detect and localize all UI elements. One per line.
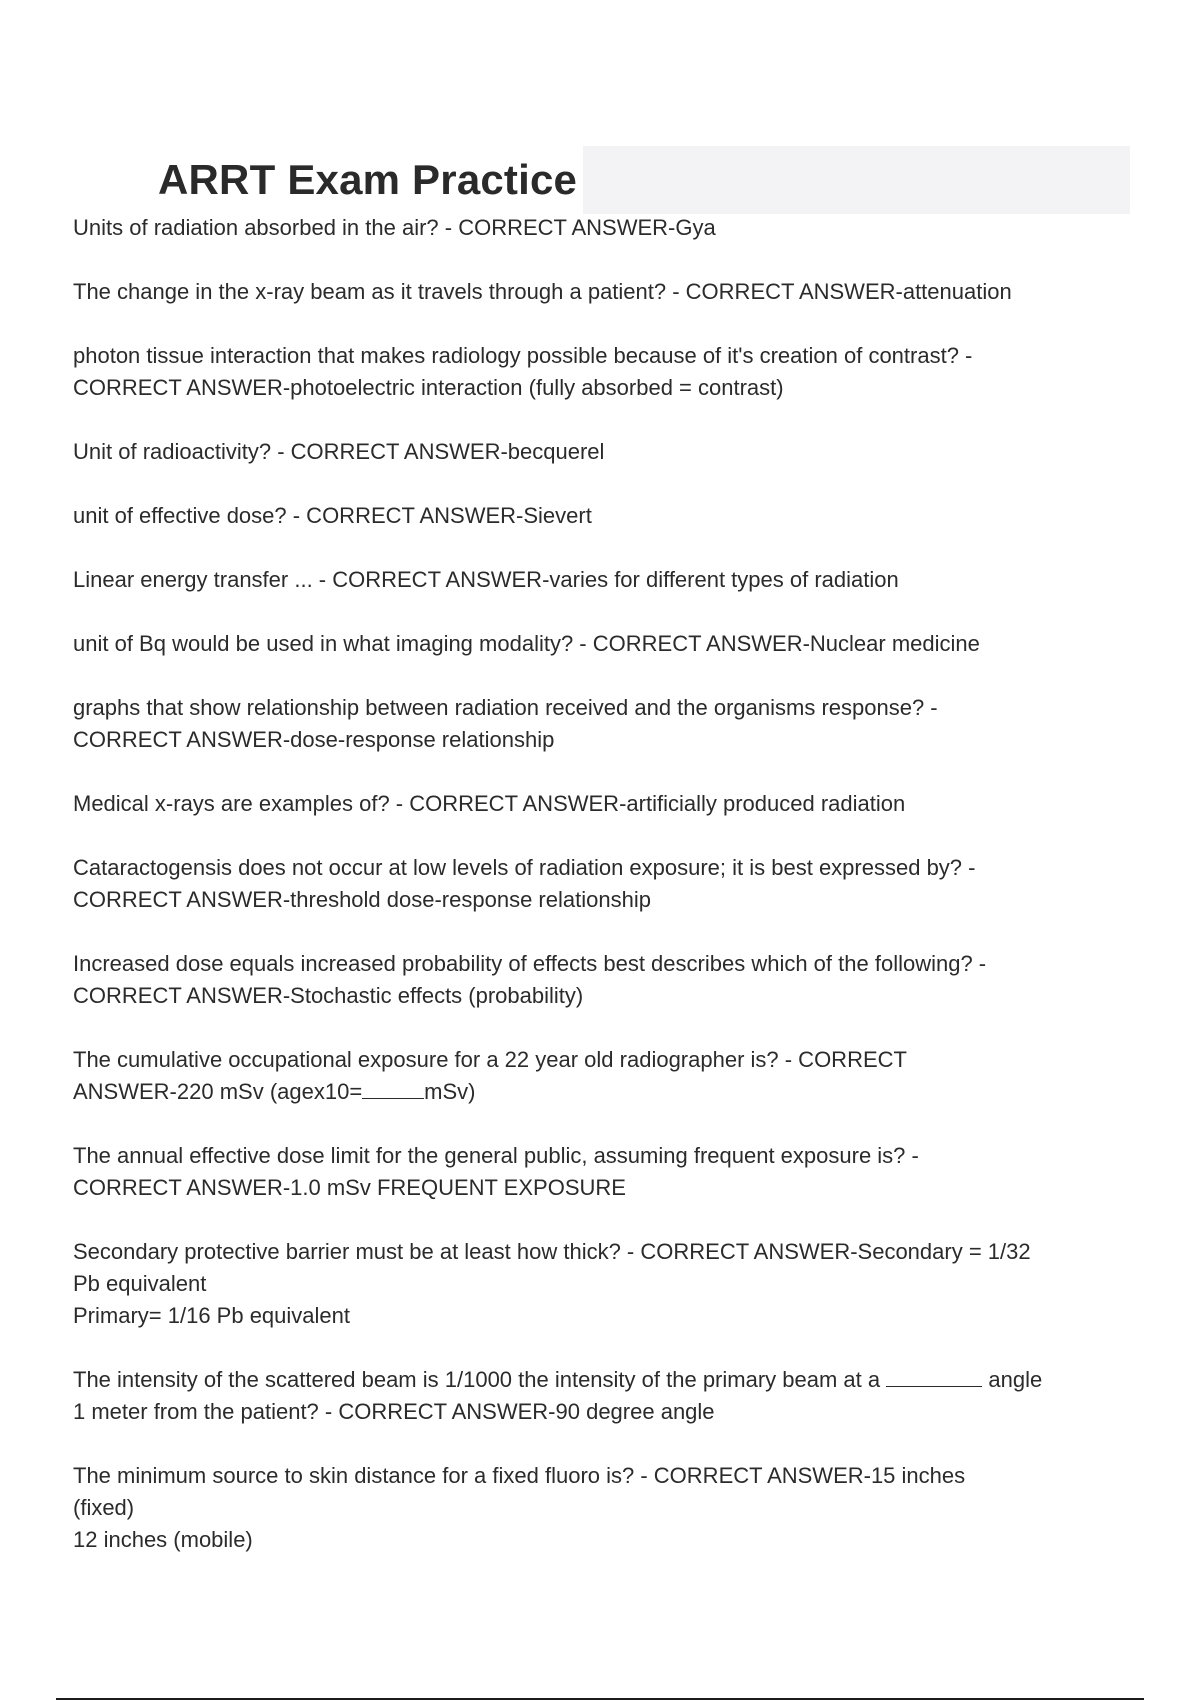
qa-item bbox=[73, 564, 1133, 596]
qa-line: photon tissue interaction that makes radiology possible because of it's creation of contrast? - bbox=[73, 343, 973, 368]
qa-line bbox=[73, 1364, 1133, 1396]
qa-line: CORRECT ANSWER-dose-response relationship bbox=[73, 727, 555, 752]
qa-line: The change in the x-ray beam as it travels through a patient? - CORRECT ANSWER-attenuation bbox=[73, 279, 1012, 304]
qa-item bbox=[73, 1236, 1133, 1332]
qa-line: CORRECT ANSWER-threshold dose-response relationship bbox=[73, 887, 651, 912]
qa-line: Primary= 1/16 Pb equivalent bbox=[73, 1303, 350, 1328]
qa-item bbox=[73, 276, 1133, 308]
qa-line: Linear energy transfer ... - CORRECT ANSWER-varies for different types of radiation bbox=[73, 567, 899, 592]
document-title: ARRT Exam Practice bbox=[158, 156, 578, 203]
qa-line: Increased dose equals increased probability of effects best describes which of the following? - bbox=[73, 951, 987, 976]
qa-item bbox=[73, 692, 1133, 756]
qa-item bbox=[73, 436, 1133, 468]
qa-item bbox=[73, 1044, 1133, 1108]
qa-line: Secondary protective barrier must be at least how thick? - CORRECT ANSWER-Secondary = 1/32 bbox=[73, 1239, 1031, 1264]
qa-item bbox=[73, 628, 1133, 660]
qa-text-segment: mSv) bbox=[424, 1079, 476, 1104]
qa-item bbox=[73, 948, 1133, 1012]
qa-line bbox=[73, 1076, 1133, 1108]
qa-line: 1 meter from the patient? - CORRECT ANSWER-90 degree angle bbox=[73, 1399, 715, 1424]
qa-item bbox=[73, 340, 1133, 404]
qa-line: (fixed) bbox=[73, 1495, 135, 1520]
qa-line: 12 inches (mobile) bbox=[73, 1527, 253, 1552]
qa-text-segment: angle bbox=[988, 1367, 1043, 1392]
qa-line: Unit of radioactivity? - CORRECT ANSWER-becquerel bbox=[73, 439, 605, 464]
qa-line: The minimum source to skin distance for a fixed fluoro is? - CORRECT ANSWER-15 inches bbox=[73, 1463, 966, 1488]
qa-item bbox=[73, 500, 1133, 532]
qa-list bbox=[73, 212, 1133, 1588]
qa-line: Cataractogensis does not occur at low levels of radiation exposure; it is best expressed by? - bbox=[73, 855, 976, 880]
qa-item bbox=[73, 1140, 1133, 1204]
qa-text-segment: ANSWER-220 mSv (agex10= bbox=[73, 1079, 363, 1104]
title-box bbox=[146, 146, 583, 214]
qa-line: CORRECT ANSWER-Stochastic effects (probability) bbox=[73, 983, 584, 1008]
fill-in-blank bbox=[362, 1078, 424, 1099]
qa-line: The cumulative occupational exposure for a 22 year old radiographer is? - CORRECT bbox=[73, 1047, 907, 1072]
qa-line: Medical x-rays are examples of? - CORRECT ANSWER-artificially produced radiation bbox=[73, 791, 906, 816]
qa-line: The annual effective dose limit for the general public, assuming frequent exposure is? - bbox=[73, 1143, 919, 1168]
qa-line: Units of radiation absorbed in the air? - CORRECT ANSWER-Gya bbox=[73, 215, 716, 240]
qa-line: CORRECT ANSWER-1.0 mSv FREQUENT EXPOSURE bbox=[73, 1175, 626, 1200]
qa-line: Pb equivalent bbox=[73, 1271, 207, 1296]
qa-item bbox=[73, 212, 1133, 244]
fill-in-blank bbox=[886, 1366, 982, 1387]
qa-line: unit of effective dose? - CORRECT ANSWER-Sievert bbox=[73, 503, 592, 528]
qa-line: graphs that show relationship between radiation received and the organisms response? - bbox=[73, 695, 938, 720]
qa-item bbox=[73, 1460, 1133, 1556]
qa-item bbox=[73, 788, 1133, 820]
qa-line: unit of Bq would be used in what imaging modality? - CORRECT ANSWER-Nuclear medicine bbox=[73, 631, 980, 656]
qa-item bbox=[73, 852, 1133, 916]
qa-item bbox=[73, 1364, 1133, 1428]
qa-line: CORRECT ANSWER-photoelectric interaction (fully absorbed = contrast) bbox=[73, 375, 784, 400]
qa-text-segment: The intensity of the scattered beam is 1/1000 the intensity of the primary beam at a bbox=[73, 1367, 881, 1392]
